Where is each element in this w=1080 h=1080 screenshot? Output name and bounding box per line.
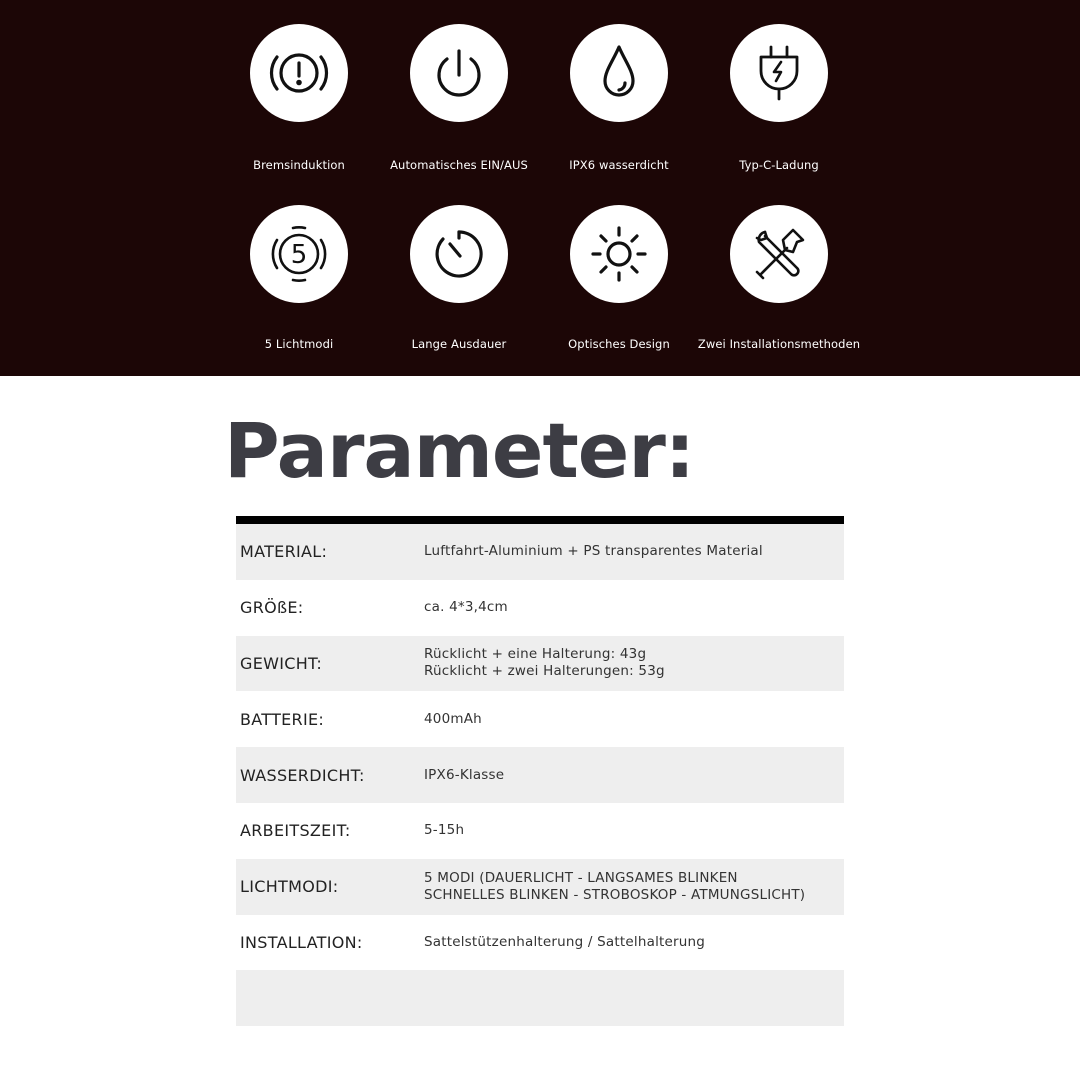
param-row-light-modes bbox=[236, 859, 844, 915]
param-value-line: 5 MODI (DAUERLICHT - LANGSAMES BLINKEN bbox=[424, 869, 738, 886]
param-row-empty bbox=[236, 970, 844, 1026]
feature-two-install-methods bbox=[679, 205, 879, 351]
feature-circle bbox=[730, 24, 828, 122]
param-value bbox=[424, 599, 508, 616]
feature-label: Lange Ausdauer bbox=[411, 337, 507, 351]
feature-label: Typ-C-Ladung bbox=[739, 158, 819, 172]
param-row-installation bbox=[236, 915, 844, 971]
param-value bbox=[424, 822, 464, 839]
feature-label: Bremsinduktion bbox=[253, 158, 345, 172]
sun-icon bbox=[583, 218, 655, 290]
param-key: BATTERIE: bbox=[240, 709, 325, 729]
param-value-line: Rücklicht + eine Halterung: 43g bbox=[424, 646, 647, 663]
param-row-material bbox=[236, 524, 844, 580]
parameter-table bbox=[236, 516, 844, 1026]
five-modes-number: 5 bbox=[290, 240, 308, 270]
feature-label: IPX6 wasserdicht bbox=[569, 158, 669, 172]
param-row-weight bbox=[236, 636, 844, 692]
param-key: WASSERDICHT: bbox=[240, 765, 365, 785]
param-value-line: 5-15h bbox=[424, 822, 465, 839]
feature-type-c bbox=[679, 24, 879, 172]
param-key: GEWICHT: bbox=[240, 653, 323, 673]
param-value-line: IPX6-Klasse bbox=[424, 766, 505, 783]
wrench-hammer-icon bbox=[743, 218, 815, 290]
feature-label: Optisches Design bbox=[568, 337, 670, 351]
feature-circle bbox=[570, 205, 668, 303]
param-value-line: Sattelstützenhalterung / Sattelhalterung bbox=[424, 933, 706, 950]
timer-icon bbox=[423, 218, 495, 290]
feature-circle bbox=[730, 205, 828, 303]
param-value-line: 400mAh bbox=[424, 710, 482, 727]
param-value bbox=[424, 934, 705, 951]
param-value-line: SCHNELLES BLINKEN - STROBOSKOP - ATMUNGSLICHT) bbox=[424, 886, 806, 903]
page-title: Parameter: bbox=[224, 406, 695, 495]
param-value-line: ca. 4*3,4cm bbox=[424, 599, 508, 616]
feature-circle bbox=[250, 205, 348, 303]
param-key: INSTALLATION: bbox=[240, 932, 363, 952]
param-value bbox=[424, 870, 805, 904]
param-key: LICHTMODI: bbox=[240, 877, 339, 897]
param-row-waterproof bbox=[236, 747, 844, 803]
param-key: ARBEITSZEIT: bbox=[240, 821, 351, 841]
feature-circle bbox=[250, 24, 348, 122]
feature-circle bbox=[410, 24, 508, 122]
param-value bbox=[424, 767, 504, 784]
param-row-battery bbox=[236, 691, 844, 747]
feature-label: Zwei Installationsmethoden bbox=[697, 337, 861, 351]
water-drop-icon bbox=[583, 37, 655, 109]
param-value bbox=[424, 646, 665, 680]
feature-circle bbox=[570, 24, 668, 122]
power-icon bbox=[423, 37, 495, 109]
plug-charging-icon bbox=[743, 37, 815, 109]
feature-label: Automatisches EIN/AUS bbox=[390, 158, 528, 172]
param-value-line: Luftfahrt-Aluminium + PS transparentes Material bbox=[424, 543, 763, 560]
param-value bbox=[424, 711, 482, 728]
features-banner bbox=[0, 0, 1080, 376]
brake-warning-icon bbox=[263, 37, 335, 109]
feature-label: 5 Lichtmodi bbox=[264, 337, 334, 351]
five-modes-icon bbox=[263, 218, 335, 290]
param-key: GRÖßE: bbox=[240, 598, 304, 618]
param-row-size bbox=[236, 580, 844, 636]
feature-circle bbox=[410, 205, 508, 303]
param-row-working-time bbox=[236, 803, 844, 859]
param-value bbox=[424, 543, 763, 560]
param-value-line: Rücklicht + zwei Halterungen: 53g bbox=[424, 663, 665, 680]
param-key: MATERIAL: bbox=[240, 542, 328, 562]
